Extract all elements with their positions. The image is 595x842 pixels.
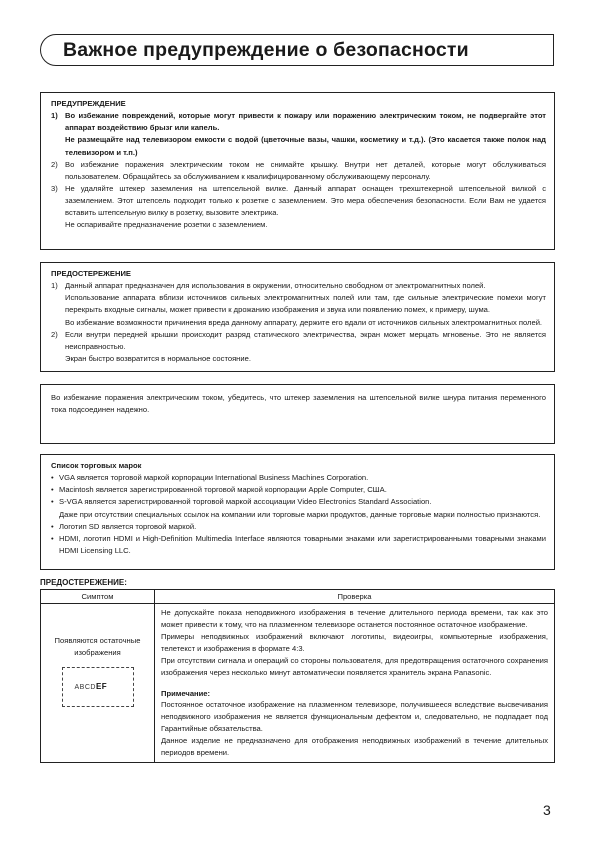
precaution-item [51,329,546,365]
column-header-symptom: Симптом [41,590,155,604]
item-number: 2) [51,159,58,169]
note-paragraph: Постоянное остаточное изображение на плазменном телевизоре, получившееся вследствие высвечивания неподвижного изображения не является функциональным дефектом и, следовательно, не подпадает под Гарантийные обязательства. [161,700,548,734]
item-number: 3) [51,183,58,193]
page-title: Важное предупреждение о безопасности [63,39,469,61]
trademark-text: S-VGA является зарегистрированной торговой маркой ассоциации Video Electronics Standard Association. [59,497,432,507]
table-row [41,604,555,763]
warning-item [51,183,546,232]
precaution-text: Данный аппарат предназначен для использования в окружении, относительно свободном от электромагнитных полей. [65,281,486,291]
warning-text: Во избежание поражения электрическим током не снимайте крышку. Внутри нет деталей, которые могут обслуживаться пользователем. Обращайтесь за обслуживанием к квалифицированному обслуживающему персоналу. [65,159,546,181]
screen-sample-text [75,681,108,694]
grounding-note: Во избежание поражения электрическим током, убедитесь, что штекер заземления на штепсельной вилке шнура питания переменного тока подсоединен надежно. [51,393,546,415]
precaution-text: Если внутри передней крышки происходит разряд статического электричества, экран может мерцать мгновенье. Это не является неисправностью. [65,329,546,351]
warning-item [51,159,546,183]
screen-text-big: EF [95,681,108,691]
check-cell [155,604,555,763]
trademarks-heading: Список торговых марок [51,461,142,470]
check-paragraph: Не допускайте показа неподвижного изображения в течение длительного периода времени, так как это может привести к тому, что на плазменном телевизоре останется постоянное остаточное изображение. [161,608,548,629]
column-header-check: Проверка [155,590,555,604]
item-number: 2) [51,329,58,339]
symptom-text: Появляются остаточные изображения [54,636,141,658]
table-header-row [41,590,555,604]
precaution-text: Во избежание возможности причинения вреда данному аппарату, держите его вдали от источников сильных электромагнитных полей. [65,317,543,327]
item-number: 1) [51,111,58,121]
warning-text: Не оспаривайте предназначение розетки с заземлением. [65,220,268,230]
note-paragraph: Данное изделие не предназначено для отображения неподвижных изображений в течение длительных периодов времени. [161,736,548,758]
note-heading: Примечание: [161,688,211,698]
check-paragraph: Примеры неподвижных изображений включают логотипы, видеоигры, компьютерные изображения, телетекст и изображения в формате 4:3. [161,631,548,653]
screen-text-small: ABCD [74,683,96,691]
precaution-text: Экран быстро возвратится в нормальное состояние. [65,353,251,363]
warning-heading: ПРЕДУПРЕЖДЕНИЕ [51,99,126,108]
warning-item [51,110,546,159]
warning-text: Во избежание повреждений, которые могут привести к пожару или поражению электрическим током, не подвергайте этот аппарат воздействию брызг или капель. [65,111,546,133]
trademark-item [51,472,546,484]
warning-text: Не удаляйте штекер заземления на штепсельной вилке. Данный аппарат оснащен трехштекерной штепсельной вилкой с заземлением. Этот штепсель подходит только к розетке с заземлением. Это мера обеспечения безопасности. Если Вам не удается вставить штепсельную вилку в розетку, вызовите электрика. [65,183,546,218]
trademarks-box [40,454,555,570]
trademark-text: VGA является торговой маркой корпорации International Business Machines Corporation. [59,473,369,483]
trademark-item [51,521,546,533]
trademark-item [51,484,546,496]
bullet: • [51,533,54,543]
caution-label: ПРЕДОСТЕРЕЖЕНИЕ: [40,578,127,587]
precaution-heading: ПРЕДОСТЕРЕЖЕНИЕ [51,269,131,278]
spacer [161,679,548,688]
screen-illustration [62,667,134,707]
page-number: 3 [543,802,551,818]
trademark-item [51,533,546,557]
trademark-text: Логотип SD является торговой маркой. [59,521,197,531]
trademark-item [51,496,546,520]
bullet: • [51,473,54,483]
title-box [40,34,554,66]
precaution-item [51,280,546,329]
precaution-text: Использование аппарата вблизи источников сильных электромагнитных полей или там, где сильные электрические помехи могут перекрыть входные сигналы, может привести к дрожанию изображения и звука или появлению помех, к примеру, шума. [65,293,546,315]
bullet: • [51,485,54,495]
trademark-text: Macintosh является зарегистрированной торговой маркой корпорации Apple Computer, США. [59,485,387,495]
bullet: • [51,521,54,531]
item-number: 1) [51,281,58,291]
trademark-text: HDMI, логотип HDMI и High-Definition Multimedia Interface являются товарными знаками или зарегистрированными товарными знаками HDMI Licensing LLC. [59,533,546,555]
bullet: • [51,497,54,507]
trademark-text: Даже при отсутствии специальных ссылок на компании или торговые марки продуктов, данные торговые марки полностью признаются. [59,509,541,519]
warning-box [40,92,555,250]
precaution-box [40,262,555,372]
check-paragraph: При отсутствии сигнала и операций со стороны пользователя, для предотвращения остаточного сохранения изображения через несколько минут автоматически появляется хранитель экрана Panasonic. [161,655,548,677]
warning-text: Не размещайте над телевизором емкости с водой (цветочные вазы, чашки, косметику и т.д.). (Это касается также полок над телевизором и т.п.) [65,135,546,157]
symptom-cell [41,604,155,763]
caution-table [40,589,555,763]
grounding-note-box [40,384,555,444]
